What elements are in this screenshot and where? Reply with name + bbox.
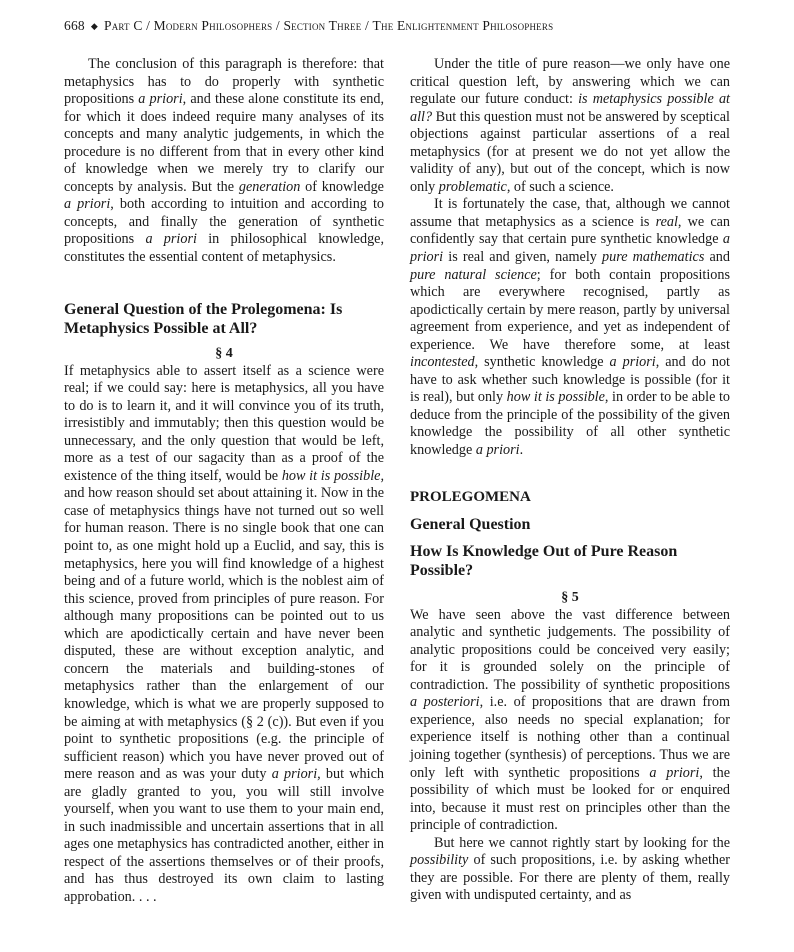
text-run: in philosophical knowledge, constitutes the essential content of metaphysics.	[64, 231, 385, 266]
text-run: of knowledge	[300, 178, 384, 195]
paragraph-section-4	[64, 363, 384, 907]
italic-run: problematic	[438, 178, 507, 195]
italic-run: incontested	[410, 354, 475, 371]
text-run: ; for both contain propositions which are everywhere recognised, partly as apodictically certain by mere reason, partly by universal agreement from experience, and yet as independent of experience. We have therefore some, at least	[410, 266, 730, 353]
text-run: , the possibility of which must be looked for or enquired into, because it must rest on principles other than the principle of contradiction.	[410, 764, 730, 834]
paragraph-conclusion	[64, 56, 384, 267]
italic-run: a posteriori	[410, 694, 480, 711]
left-column	[64, 56, 384, 907]
text-run: , both according to intuition and according to concepts, and finally the generation of synthetic propositions	[64, 196, 384, 248]
italic-run: a priori	[138, 91, 183, 108]
italic-run: is metaphysics possible at all?	[410, 91, 730, 125]
paragraph-fortunately	[410, 196, 730, 459]
running-head-section: Modern Philosophers / Section Three	[153, 18, 362, 33]
paragraph-section-5	[410, 607, 730, 835]
running-head-part: Part C	[103, 18, 143, 33]
text-run: , of such a science.	[506, 178, 614, 195]
italic-run: a priori	[145, 231, 197, 248]
text-run: It is fortunately the case, that, although we cannot assume that metaphysics as a science is	[410, 196, 730, 230]
text-run: But here we cannot rightly start by looking for the	[434, 834, 730, 851]
heading-general-question: General Question	[410, 515, 531, 533]
italic-run: generation	[238, 178, 301, 195]
text-run: , synthetic knowledge	[474, 354, 610, 371]
italic-run: pure mathematics	[602, 249, 705, 266]
italic-run: a priori	[649, 764, 700, 781]
italic-run: a priori	[475, 442, 520, 459]
right-column	[410, 56, 730, 905]
text-run: and	[704, 249, 730, 266]
italic-run: a priori	[609, 354, 656, 371]
text-run: The conclusion of this paragraph is therefore: that metaphysics has to do properly with synthetic propositions	[64, 56, 384, 108]
text-run: of such propositions, i.e. by asking whether they are possible. For there are plenty of them, really given with undisputed certainty, and as	[410, 852, 730, 904]
italic-run: a priori	[64, 196, 111, 213]
heading-prolegomena: PROLEGOMENA	[410, 488, 531, 505]
text-run: and how reason should set about attaining it. Now in the case of metaphysics things have not turned out so well for human reason. There is no single book that one can point to, as one might hold up a Euclid, and say, this is metaphysics, here you will find knowledge of a highest being and of a future world, which is the noblest aim of this science, proved from principles of pure reason. For although many propositions can be pointed out to us which are apodictically certain and have never been disputed, these are without exception analytic, and concern the materials and building-stones of metaphysics rather than the enlargement of our knowledge, which is what we are properly supposed to be aiming at with metaphysics (§ 2 (c)). But even if you point to synthetic propositions (e.g. the principle of sufficient reason) which you have never proved out of mere reason and as was your duty	[64, 485, 384, 783]
text-run: , we can confidently say that certain pure synthetic knowledge	[410, 213, 731, 248]
section-mark-5: § 5	[561, 589, 579, 605]
page-number: 668	[64, 18, 85, 33]
text-run: , in order to be able to deduce from the principle of the possibility of the given knowledge the possibility of all other synthetic knowledge	[410, 389, 730, 459]
italic-run: pure natural science	[410, 266, 537, 283]
text-run: If metaphysics able to assert itself as a science were real; if we could say: here is metaphysics, all you have to do is to learn it, and it will convince you of its truth, irresistibly and immutably; then this question would be unnecessary, and the only question that would be left, more as a test of our sagacity than as a proof of the existence of the thing itself, would be	[64, 362, 384, 484]
running-header: 668 ◆ Part C / Modern Philosophers / Section Three / The Enlightenment Philosophers	[64, 18, 554, 33]
text-run: , and do not have to ask whether such knowledge is possible (for it is real), but only	[410, 354, 730, 406]
italic-run: possibility	[410, 852, 469, 869]
text-run: , i.e. of propositions that are drawn from experience, also needs no special explanation; for experience itself is nothing other than a continual joining together (synthesis) of perceptions. Thus we are only left with synthetic propositions	[410, 694, 731, 781]
italic-run: how it is possible	[506, 389, 605, 406]
paragraph-but-here	[410, 835, 730, 905]
text-run: Under the title of pure reason—we only have one critical question left, by answering which we can regulate our future conduct:	[410, 56, 730, 108]
italic-run: real	[655, 213, 678, 230]
diamond-ornament-icon: ◆	[90, 21, 98, 31]
running-head-title: The Enlightenment Philosophers	[372, 18, 554, 33]
text-run: .	[519, 442, 524, 459]
section-mark: § 4	[215, 345, 233, 361]
text-run: , and these alone constitute its end, for which it does indeed require many analyses of its concepts and many analytic judgements, in which the procedure is no different from that in every other kind of knowledge when we merely try to clarify our concepts by analysis. But the	[64, 91, 384, 195]
italic-run: a priori	[410, 231, 730, 266]
italic-run: a priori,	[271, 766, 321, 783]
heading-how-is-knowledge: How Is Knowledge Out of Pure Reason Possible?	[410, 542, 678, 579]
text-run: is real and given, namely	[443, 249, 603, 266]
text-run: We have seen above the vast difference between analytic and synthetic judgements. The possibility of analytic propositions could be conceived very easily; for it is grounded solely on the principle of contradiction. The possibility of synthetic propositions	[410, 606, 730, 693]
text-run: But this question must not be answered by sceptical objections against particular assertions of a real metaphysics (for at present we do not yet allow the validity of any), but out of the concept, which is now only	[410, 108, 730, 195]
italic-run: how it is possible,	[281, 467, 384, 484]
paragraph-pure-reason	[410, 56, 730, 196]
text-run: but which are gladly granted to you, you will still involve yourself, when you want to use them to your main end, in such inadmissible and uncertain assertions that in all ages one metaphysics has contradicted another, either in respect of the assertions themselves or of their proofs, and has thus destroyed its own claim to lasting approbation. . . .	[64, 766, 384, 905]
section-heading: General Question of the Prolegomena: Is Metaphysics Possible at All?	[64, 300, 343, 337]
